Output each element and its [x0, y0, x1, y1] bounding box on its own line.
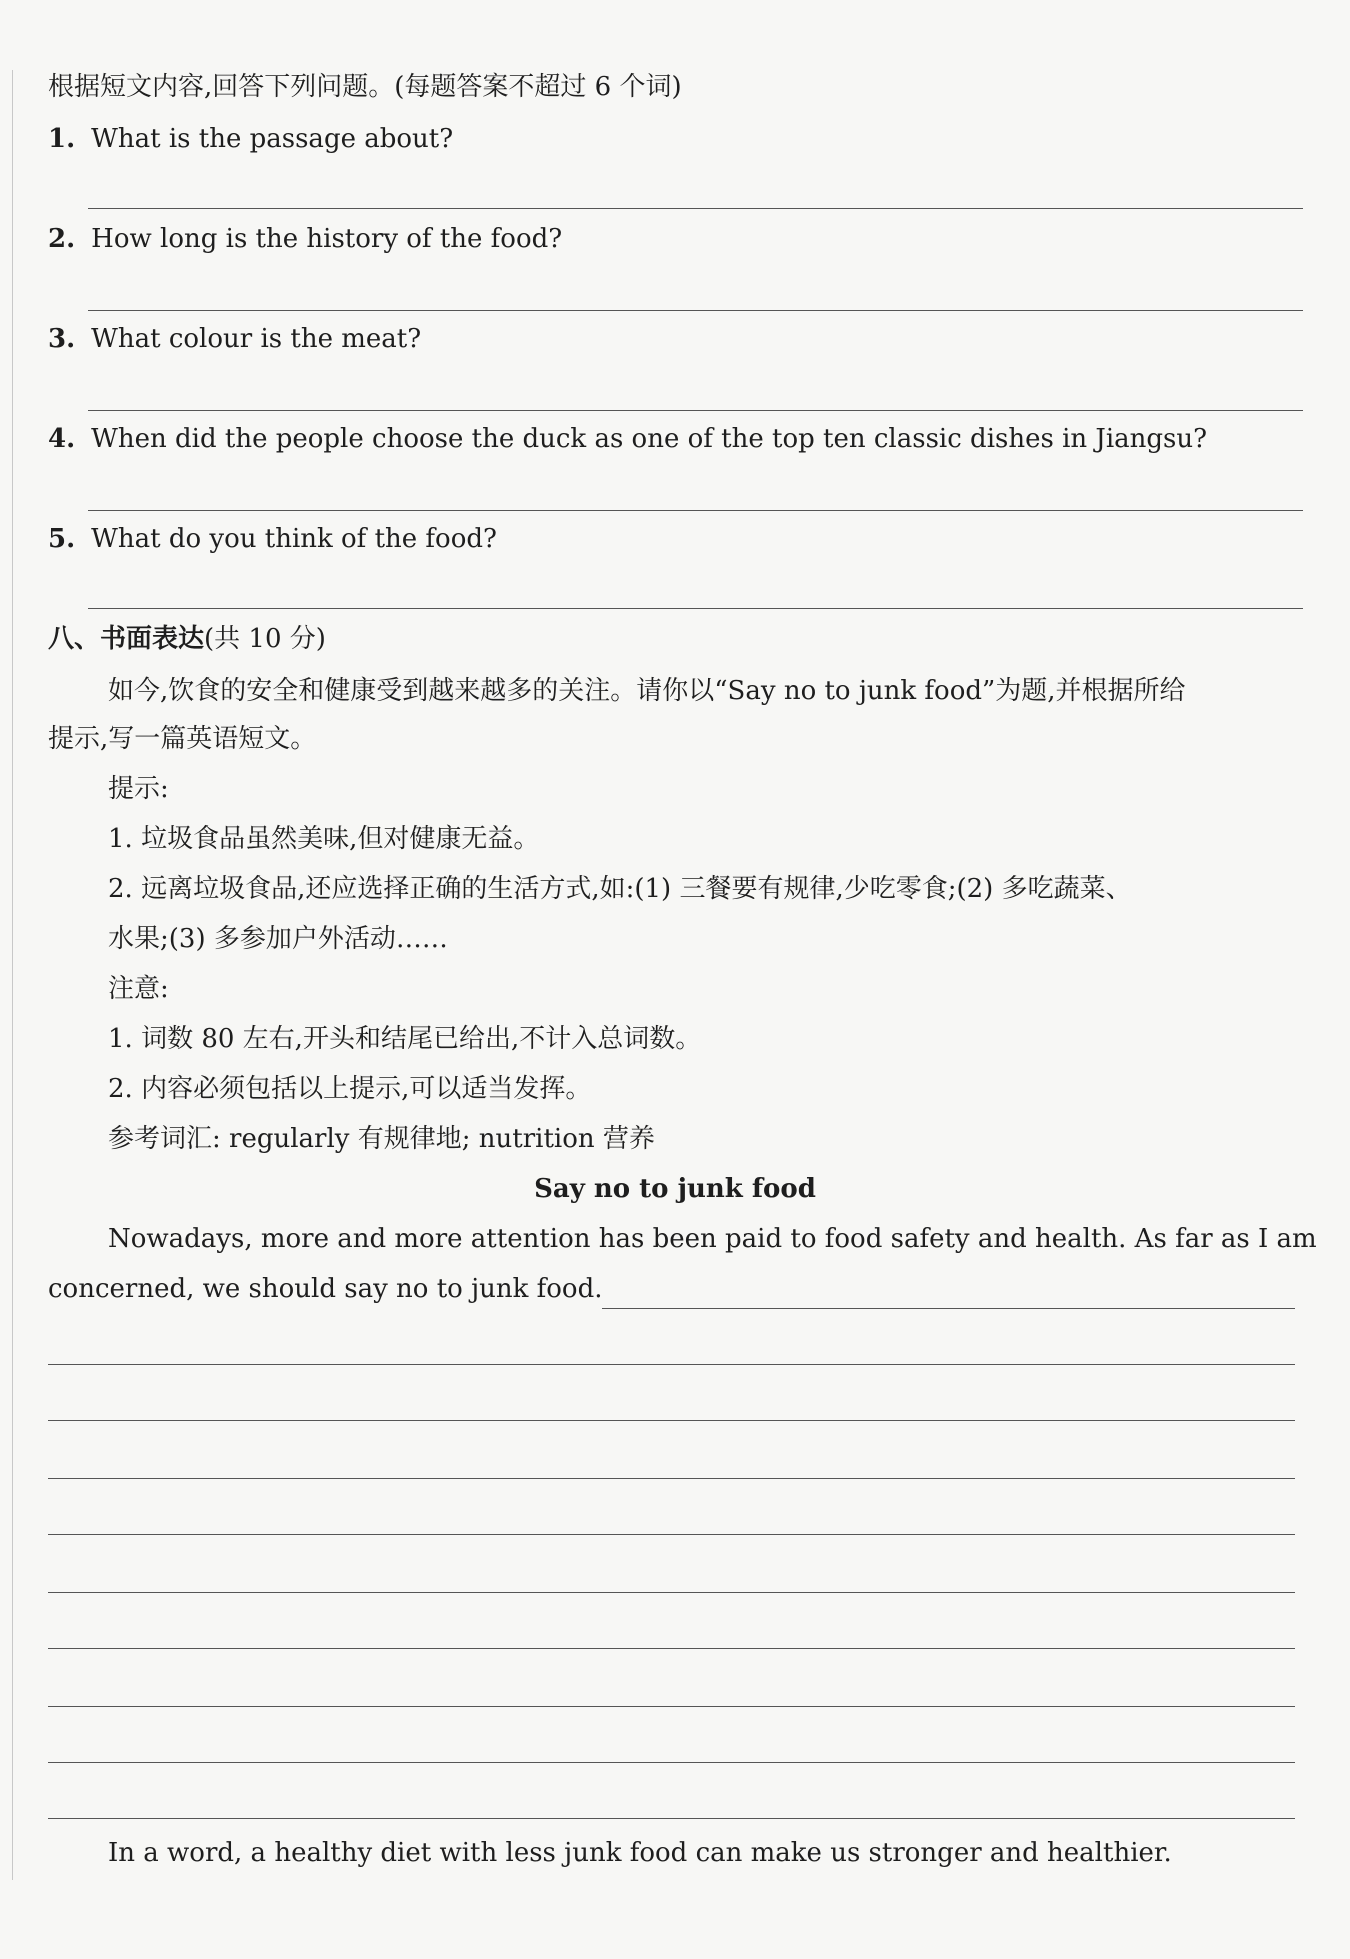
hint-1: 1. 垃圾食品虽然美味,但对健康无益。 [108, 824, 540, 854]
answer-line-1[interactable] [88, 208, 1303, 209]
question-number: 5. [48, 524, 76, 554]
prompt-line-2: 提示,写一篇英语短文。 [48, 724, 317, 754]
question-text: How long is the history of the food? [91, 224, 563, 254]
writing-line-partial[interactable] [602, 1308, 1295, 1309]
answer-line-3[interactable] [88, 410, 1303, 411]
writing-line[interactable] [48, 1818, 1295, 1819]
writing-line[interactable] [48, 1364, 1295, 1365]
essay-opening-line-2: concerned, we should say no to junk food. [48, 1274, 603, 1304]
section-title: 八、书面表达 [48, 624, 205, 654]
writing-section-header [48, 624, 326, 655]
essay-opening-line-1: Nowadays, more and more attention has been paid to food safety and health. As far as I am [108, 1224, 1317, 1254]
vocabulary-hint: 参考词汇: regularly 有规律地; nutrition 营养 [108, 1124, 655, 1154]
writing-line[interactable] [48, 1534, 1295, 1535]
margin-rule [12, 70, 13, 1880]
section-score: (共 10 分) [204, 624, 326, 654]
note-1: 1. 词数 80 左右,开头和结尾已给出,不计入总词数。 [108, 1024, 702, 1054]
question-text: What do you think of the food? [91, 524, 497, 554]
hints-label: 提示: [108, 774, 169, 804]
hint-2-line-2: 水果;(3) 多参加户外活动…… [108, 924, 448, 954]
question-4 [48, 424, 1207, 455]
note-2: 2. 内容必须包括以上提示,可以适当发挥。 [108, 1074, 592, 1104]
question-5 [48, 524, 497, 555]
question-number: 4. [48, 424, 76, 454]
question-3 [48, 324, 421, 355]
question-1 [48, 124, 453, 155]
hint-2-line-1: 2. 远离垃圾食品,还应选择正确的生活方式,如:(1) 三餐要有规律,少吃零食;(2) 多吃蔬菜、 [108, 874, 1132, 904]
answer-line-2[interactable] [88, 310, 1303, 311]
answer-line-4[interactable] [88, 510, 1303, 511]
notes-label: 注意: [108, 974, 169, 1004]
writing-line[interactable] [48, 1478, 1295, 1479]
prompt-line-1: 如今,饮食的安全和健康受到越来越多的关注。请你以“Say no to junk food”为题,并根据所给 [108, 676, 1186, 706]
writing-line[interactable] [48, 1592, 1295, 1593]
question-number: 2. [48, 224, 76, 254]
question-text: What colour is the meat? [91, 324, 422, 354]
question-2 [48, 224, 562, 255]
essay-closing: In a word, a healthy diet with less junk food can make us stronger and healthier. [108, 1838, 1172, 1868]
question-text: When did the people choose the duck as one of the top ten classic dishes in Jiangsu? [91, 424, 1208, 454]
writing-line[interactable] [48, 1648, 1295, 1649]
question-text: What is the passage about? [91, 124, 454, 154]
essay-title: Say no to junk food [534, 1174, 816, 1204]
reading-instruction: 根据短文内容,回答下列问题。(每题答案不超过 6 个词) [48, 72, 682, 102]
question-number: 1. [48, 124, 76, 154]
writing-line[interactable] [48, 1762, 1295, 1763]
writing-line[interactable] [48, 1706, 1295, 1707]
writing-line[interactable] [48, 1420, 1295, 1421]
answer-line-5[interactable] [88, 608, 1303, 609]
question-number: 3. [48, 324, 76, 354]
